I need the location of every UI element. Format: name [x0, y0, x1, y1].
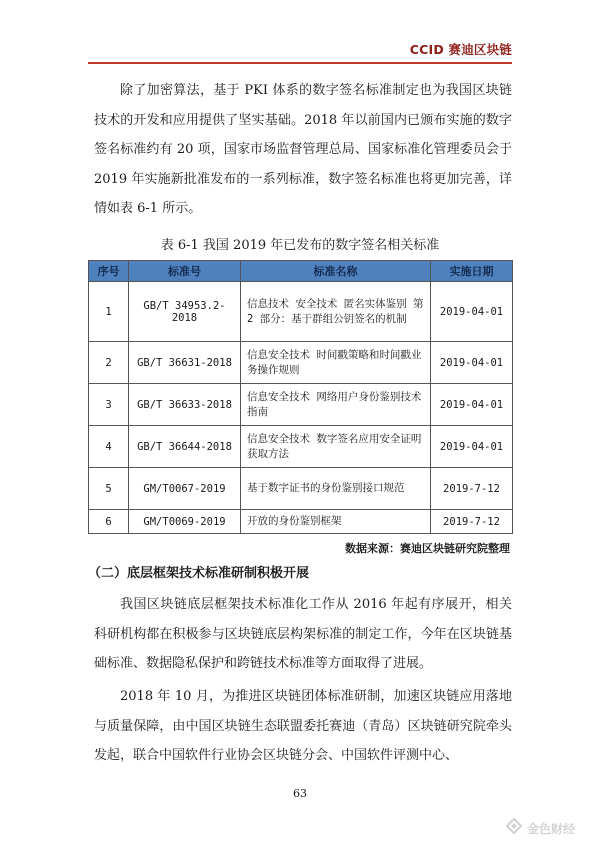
cell-name: 信息安全技术 数字签名应用安全证明获取方法 — [241, 426, 431, 468]
table-caption: 表 6-1 我国 2019 年已发布的数字签名相关标准 — [160, 238, 440, 253]
cell-name: 信息技术 安全技术 匿名实体鉴别 第 2 部分：基于群组公钥签名的机制 — [241, 282, 431, 342]
cell-code: GM/T0069-2019 — [129, 510, 241, 534]
cell-date: 2019-04-01 — [431, 282, 513, 342]
table-row — [89, 282, 513, 342]
cell-code: GM/T0067-2019 — [129, 468, 241, 510]
col-header-date: 实施日期 — [431, 261, 513, 282]
col-header-code: 标准号 — [129, 261, 241, 282]
cell-code: GB/T 36633-2018 — [129, 384, 241, 426]
diamond-logo-icon — [505, 817, 523, 839]
cell-no: 3 — [89, 384, 129, 426]
cell-no: 6 — [89, 510, 129, 534]
cell-no: 4 — [89, 426, 129, 468]
cell-date: 2019-04-01 — [431, 426, 513, 468]
standards-table — [88, 260, 513, 534]
table-row — [89, 342, 513, 384]
cell-date: 2019-7-12 — [431, 510, 513, 534]
section-heading: （二）底层框架技术标准研制积极开展 — [88, 566, 310, 581]
cell-code: GB/T 34953.2-2018 — [129, 282, 241, 342]
cell-code: GB/T 36631-2018 — [129, 342, 241, 384]
watermark — [505, 818, 575, 838]
cell-date: 2019-04-01 — [431, 384, 513, 426]
col-header-name: 标准名称 — [241, 261, 431, 282]
intro-paragraph: 除了加密算法，基于 PKI 体系的数字签名标准制定也为我国区块链技术的开发和应用提供了坚实基础。2018 年以前国内已颁布实施的数字签名标准约有 20 项，国家市场监督管理总局、国家标准化管理委员会于 2019 年实施新批准发布的一系列标准，数字签名标准也将更加完善，详情如表 6-1 所示。 — [94, 83, 512, 216]
cell-code: GB/T 36644-2018 — [129, 426, 241, 468]
cell-name: 开放的身份鉴别框架 — [241, 510, 431, 534]
col-header-no: 序号 — [89, 261, 129, 282]
cell-date: 2019-04-01 — [431, 342, 513, 384]
table-row — [89, 426, 513, 468]
table-row — [89, 384, 513, 426]
cell-name: 基于数字证书的身份鉴别接口规范 — [241, 468, 431, 510]
section-paragraph-1: 我国区块链底层框架技术标准化工作从 2016 年起有序展开，相关科研机构都在积极参与区块链底层构架标准的制定工作，今年在区块链基础标准、数据隐私保护和跨链技术标准等方面取得了进展。 — [94, 597, 512, 671]
cell-no: 1 — [89, 282, 129, 342]
table-row — [89, 510, 513, 534]
table-header-row — [89, 261, 513, 282]
section-paragraph-2: 2018 年 10 月，为推进区块链团体标准研制，加速区块链应用落地与质量保障，由中国区块链生态联盟委托赛迪（青岛）区块链研究院牵头发起，联合中国软件行业协会区块链分会、中国软件评测中心、 — [94, 689, 512, 763]
page-number: 63 — [293, 787, 307, 800]
table-source-note: 数据来源：赛迪区块链研究院整理 — [345, 542, 510, 555]
header-divider — [88, 62, 512, 64]
table-row — [89, 468, 513, 510]
watermark-text: 金色财经 — [527, 821, 576, 836]
cell-no: 5 — [89, 468, 129, 510]
cell-name: 信息安全技术 时间戳策略和时间戳业务操作规则 — [241, 342, 431, 384]
header-brand: CCID 赛迪区块链 — [409, 42, 512, 57]
cell-no: 2 — [89, 342, 129, 384]
cell-date: 2019-7-12 — [431, 468, 513, 510]
cell-name: 信息安全技术 网络用户身份鉴别技术指南 — [241, 384, 431, 426]
